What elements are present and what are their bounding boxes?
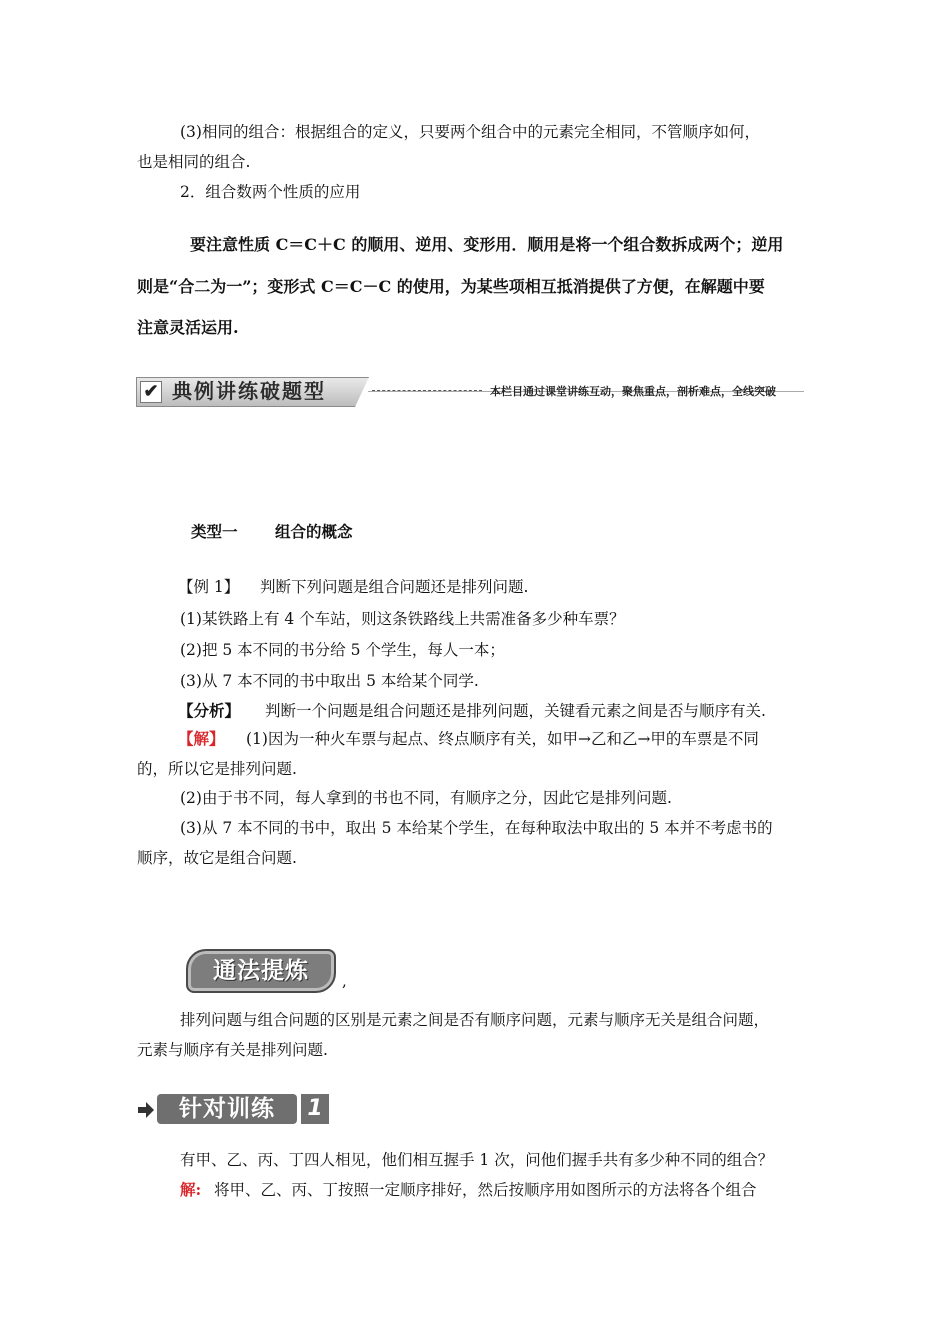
type-title: 组合的概念 [275, 522, 353, 541]
type-label: 类型一 [191, 522, 238, 541]
method-comma: , [342, 972, 347, 990]
paragraph-same-combination-line1: (3)相同的组合：根据组合的定义，只要两个组合中的元素完全相同，不管顺序如何， [180, 123, 760, 141]
example-tag: 【例 1】 [178, 578, 240, 596]
training-title: 针对训练 [179, 1096, 275, 1122]
method-line-1: 排列问题与组合问题的区别是元素之间是否有顺序问题，元素与顺序无关是组合问题， [180, 1011, 770, 1029]
answer-text: 将甲、乙、丙、丁按照一定顺序排好，然后按顺序用如图所示的方法将各个组合 [214, 1181, 757, 1199]
training-number: 1 [301, 1094, 329, 1124]
banner-title: 典例讲练破题型 [172, 379, 326, 403]
example-question: 判断下列问题是组合问题还是排列问题. [260, 578, 529, 596]
example-item-2: (2)把 5 本不同的书分给 5 个学生，每人一本； [180, 641, 505, 659]
note-line-3: 注意灵活运用. [137, 318, 239, 337]
analysis-text: 判断一个问题是组合问题还是排列问题，关键看元素之间是否与顺序有关. [265, 702, 766, 720]
training-header [137, 1094, 327, 1126]
note-line-1: 要注意性质 C＝C＋C 的顺用、逆用、变形用．顺用是将一个组合数拆成两个；逆用 [190, 235, 784, 254]
heading-property-application: 2．组合数两个性质的应用 [180, 183, 361, 201]
solution-3-line1: (3)从 7 本不同的书中，取出 5 本给某个学生，在每种取法中取出的 5 本并不考虑书的 [180, 819, 773, 837]
solution-tag: 【解】 [178, 729, 225, 748]
example-item-1: (1)某铁路上有 4 个车站，则这条铁路线上共需准备多少种车票？ [180, 610, 625, 628]
arrow-right-icon [137, 1101, 155, 1119]
answer-tag: 解: [180, 1180, 202, 1199]
solution-3-line2: 顺序，故它是组合问题. [137, 849, 297, 867]
training-question: 有甲、乙、丙、丁四人相见，他们相互握手 1 次，问他们握手共有多少种不同的组合？ [180, 1151, 774, 1169]
check-icon: ✔ [140, 381, 162, 403]
method-badge [186, 949, 336, 993]
paragraph-same-combination-line2: 也是相同的组合. [137, 153, 251, 171]
method-line-2: 元素与顺序有关是排列问题. [137, 1041, 328, 1059]
note-line-2: 则是“合二为一”；变形式 C＝C－C 的使用，为某些项相互抵消提供了方便，在解题中要 [137, 277, 765, 296]
section-banner [136, 377, 804, 409]
solution-1-line1: (1)因为一种火车票与起点、终点顺序有关，如甲→乙和乙→甲的车票是不同 [246, 730, 759, 748]
banner-dashed-line [372, 390, 482, 391]
solution-2: (2)由于书不同，每人拿到的书也不同，有顺序之分，因此它是排列问题. [180, 789, 672, 807]
banner-note: 本栏目通过课堂讲练互动，聚焦重点，剖析难点，全线突破 [490, 385, 776, 398]
method-badge-label: 通法提炼 [213, 958, 309, 984]
analysis-tag: 【分析】 [178, 701, 241, 720]
solution-1-line2: 的，所以它是排列问题. [137, 760, 297, 778]
example-item-3: (3)从 7 本不同的书中取出 5 本给某个同学. [180, 672, 479, 690]
